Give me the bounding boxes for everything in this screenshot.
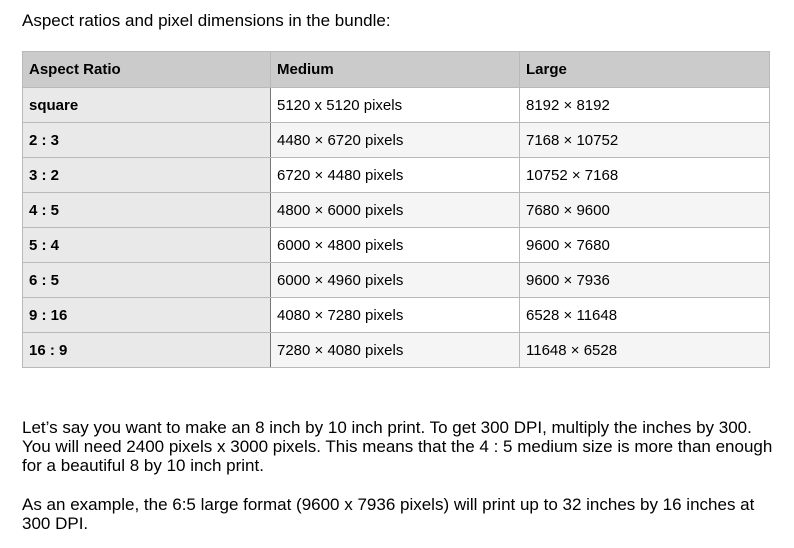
ratio-cell: 4 : 5 bbox=[23, 193, 271, 228]
large-cell: 11648 × 6528 bbox=[520, 333, 770, 368]
table-row bbox=[23, 193, 770, 228]
table-row bbox=[23, 88, 770, 123]
table-row bbox=[23, 228, 770, 263]
header-medium: Medium bbox=[271, 52, 520, 88]
intro-heading: Aspect ratios and pixel dimensions in the bundle: bbox=[22, 11, 391, 30]
ratio-cell: 16 : 9 bbox=[23, 333, 271, 368]
medium-cell: 6720 × 4480 pixels bbox=[271, 158, 520, 193]
ratio-cell: 2 : 3 bbox=[23, 123, 271, 158]
medium-cell: 4480 × 6720 pixels bbox=[271, 123, 520, 158]
large-cell: 9600 × 7680 bbox=[520, 228, 770, 263]
large-cell: 6528 × 11648 bbox=[520, 298, 770, 333]
print-size-paragraph: Let’s say you want to make an 8 inch by 10 inch print. To get 300 DPI, multiply the inches by 300. You will need 2400 pixels x 3000 pixels. This means that the 4 : 5 medium size is more than enough for a beautiful 8 by 10 inch print. bbox=[22, 418, 773, 475]
table-row bbox=[23, 298, 770, 333]
ratio-cell: 5 : 4 bbox=[23, 228, 271, 263]
table-row bbox=[23, 158, 770, 193]
medium-cell: 6000 × 4800 pixels bbox=[271, 228, 520, 263]
large-cell: 8192 × 8192 bbox=[520, 88, 770, 123]
aspect-ratio-table bbox=[22, 51, 770, 368]
table-row bbox=[23, 263, 770, 298]
medium-cell: 4800 × 6000 pixels bbox=[271, 193, 520, 228]
large-cell: 9600 × 7936 bbox=[520, 263, 770, 298]
ratio-cell: square bbox=[23, 88, 271, 123]
example-paragraph: As an example, the 6:5 large format (9600 x 7936 pixels) will print up to 32 inches by 16 inches at 300 DPI. bbox=[22, 495, 755, 533]
table-header-row bbox=[23, 52, 770, 88]
medium-cell: 5120 x 5120 pixels bbox=[271, 88, 520, 123]
table-row bbox=[23, 123, 770, 158]
ratio-cell: 3 : 2 bbox=[23, 158, 271, 193]
header-aspect-ratio: Aspect Ratio bbox=[23, 52, 271, 88]
ratio-cell: 9 : 16 bbox=[23, 298, 271, 333]
header-large: Large bbox=[520, 52, 770, 88]
medium-cell: 7280 × 4080 pixels bbox=[271, 333, 520, 368]
large-cell: 10752 × 7168 bbox=[520, 158, 770, 193]
table-row bbox=[23, 333, 770, 368]
large-cell: 7168 × 10752 bbox=[520, 123, 770, 158]
medium-cell: 6000 × 4960 pixels bbox=[271, 263, 520, 298]
ratio-cell: 6 : 5 bbox=[23, 263, 271, 298]
large-cell: 7680 × 9600 bbox=[520, 193, 770, 228]
medium-cell: 4080 × 7280 pixels bbox=[271, 298, 520, 333]
